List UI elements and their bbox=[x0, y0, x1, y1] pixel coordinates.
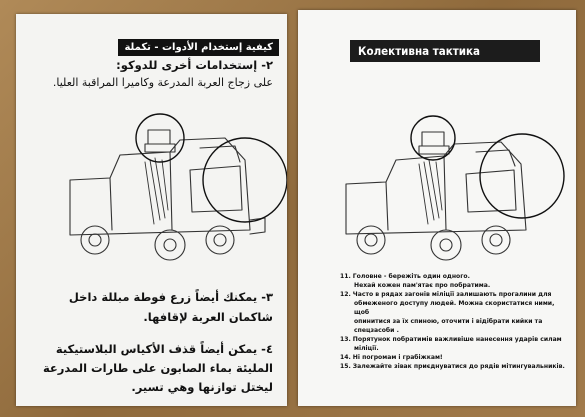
arabic-subheading: ٢- إستخدامات أخرى للدوكو: bbox=[116, 58, 273, 72]
list-item: 13. Порятунок побратимів важливіше нанесення ударів силам bbox=[340, 336, 562, 343]
list-item: 15. Залежайте зівак приєднуватися до рядів мітингувальників. bbox=[340, 363, 565, 370]
armored-truck-sketch-left bbox=[50, 100, 287, 280]
list-item: 14. Ні погромам і грабіжкам! bbox=[340, 354, 443, 361]
list-item: міліції. bbox=[354, 345, 379, 352]
arabic-line-1: على زجاج العربة المدرعة وكاميرا المراقبة العليا. bbox=[52, 76, 273, 89]
list-item: Нехай кожен пам'ятає про побратима. bbox=[354, 282, 491, 289]
ukrainian-header: Колективна тактика bbox=[350, 40, 540, 62]
list-item: 11. Головне - бережіть один одного. bbox=[340, 273, 470, 280]
highlight-circle-turret bbox=[136, 114, 184, 162]
arabic-header: كيفية إستخدام الأدوات - تكملة bbox=[118, 39, 279, 56]
armored-truck-sketch-right bbox=[326, 102, 566, 272]
highlight-circle-turret bbox=[411, 116, 455, 160]
arabic-paragraph-3: ٣- يمكنك أيضاً زرع فوطة مبللة داخل شاكمان العربة لإقافها. bbox=[68, 290, 273, 324]
tactics-list bbox=[340, 272, 566, 371]
arabic-paragraph-4: ٤- يمكن أيضاً قذف الأكياس البلاستيكية المليئة بماء الصابون على طارات المدرعة ليختل توازنها وهي تسير. bbox=[42, 342, 273, 394]
highlight-circle-cab bbox=[203, 138, 287, 222]
ukrainian-leaflet bbox=[298, 10, 576, 406]
list-item: обмеженого доступу людей. Можна скористатися ними, щоб bbox=[354, 300, 555, 316]
list-item: 12. Часто в рядах загонів міліції залишають прогалини для bbox=[340, 291, 552, 298]
list-item: опинитися за їх спиною, оточити і відібрати кийки та спецзасоби . bbox=[354, 318, 543, 334]
arabic-leaflet bbox=[16, 14, 287, 406]
